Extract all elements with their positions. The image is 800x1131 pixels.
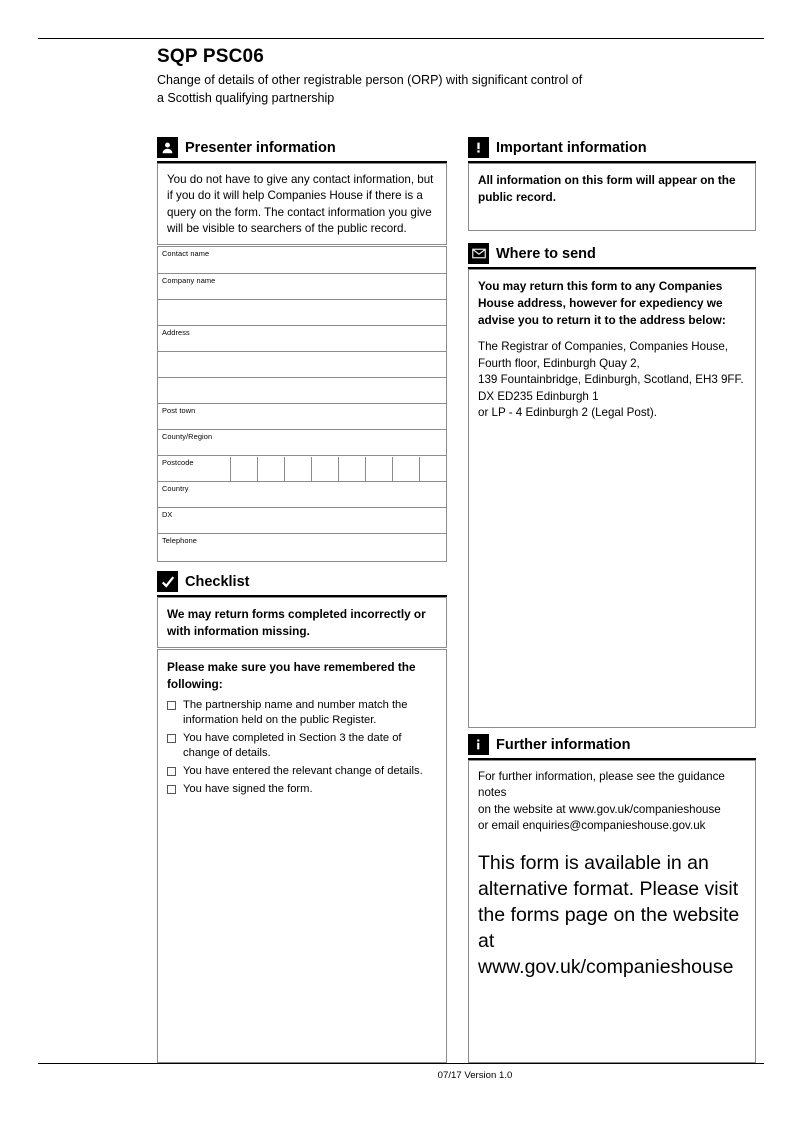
county-region-field[interactable] (158, 429, 446, 455)
postcode-cell[interactable] (230, 457, 257, 481)
telephone-label: Telephone (162, 536, 198, 545)
country-label: Country (162, 484, 189, 493)
checkbox-icon[interactable] (167, 734, 176, 743)
presenter-information-header (157, 137, 447, 164)
registrar-address (478, 339, 746, 421)
checklist-item-label: The partnership name and number match the information held on the public Register. (183, 698, 408, 726)
form-subtitle-line1: Change of details of other registrable person (ORP) with significant control of (157, 72, 583, 87)
postcode-cell[interactable] (257, 457, 284, 481)
company-name-field-line2[interactable] (158, 299, 446, 325)
person-icon (157, 137, 178, 158)
further-information-box (468, 760, 756, 1063)
important-information-text (469, 164, 755, 214)
postcode-cell[interactable] (392, 457, 419, 481)
checklist-items-box (157, 649, 447, 1063)
further-info-line2: on the website at www.gov.uk/companieshouse (478, 802, 721, 816)
important-information-box (468, 163, 756, 231)
alternative-format-notice: This form is available in an alternative format. Please visit the forms page on the website at www.gov.uk/companieshouse (478, 851, 740, 978)
checklist-item-label: You have entered the relevant change of details. (183, 764, 423, 777)
address-line: DX ED235 Edinburgh 1 (478, 389, 599, 403)
presenter-information-title: Presenter information (185, 140, 336, 157)
address-field-line3[interactable] (158, 377, 446, 403)
checklist-warning-line2: with information missing. (167, 623, 310, 638)
postcode-cell[interactable] (311, 457, 338, 481)
postcode-cell[interactable] (419, 457, 446, 481)
county-region-label: County/Region (162, 432, 213, 441)
address-line: 139 Fountainbridge, Edinburgh, Scotland, EH3 9FF. (478, 373, 744, 387)
checklist-instruction-line2: following: (167, 676, 223, 691)
form-code: SQP PSC06 (157, 46, 265, 67)
address-line: Fourth floor, Edinburgh Quay 2, (478, 356, 640, 370)
telephone-field[interactable] (158, 533, 446, 559)
post-town-label: Post town (162, 406, 196, 415)
checklist-item-label: You have signed the form. (183, 783, 313, 796)
checklist-items (167, 698, 437, 798)
list-item[interactable] (167, 698, 437, 728)
country-field[interactable] (158, 481, 446, 507)
address-field-line2[interactable] (158, 351, 446, 377)
tick-icon (157, 571, 178, 592)
envelope-icon (468, 243, 489, 264)
page-top-rule (38, 38, 764, 39)
postcode-label: Postcode (162, 458, 194, 467)
address-label: Address (162, 328, 190, 337)
checkbox-icon[interactable] (167, 785, 176, 794)
presenter-intro-text: You do not have to give any contact information, but if you do it will help Companies House if there is a query on the form. The contact information you give will be visible to searchers of the public record. (167, 173, 434, 236)
address-line: The Registrar of Companies, Companies House, (478, 340, 729, 354)
footer (0, 1070, 800, 1081)
checklist-warning-box (157, 597, 447, 648)
where-to-send-box (468, 269, 756, 728)
further-information-title: Further information (496, 737, 631, 754)
checkbox-icon[interactable] (167, 701, 176, 710)
important-information-header (468, 137, 756, 164)
postcode-cell[interactable] (338, 457, 365, 481)
dx-field[interactable] (158, 507, 446, 533)
version-text: 07/17 Version 1.0 (437, 1070, 513, 1081)
important-text-line2: public record. (478, 189, 557, 204)
contact-name-field[interactable] (158, 247, 446, 273)
presenter-fields-box (157, 246, 447, 562)
post-town-field[interactable] (158, 403, 446, 429)
further-info-line1: For further information, please see the guidance notes (478, 770, 725, 800)
postcode-cells[interactable] (230, 457, 446, 481)
postcode-cell[interactable] (284, 457, 311, 481)
list-item[interactable] (167, 782, 437, 797)
where-to-send-title: Where to send (496, 246, 596, 263)
checklist-item-label: You have completed in Section 3 the date of change of details. (183, 731, 402, 759)
further-information-body (469, 761, 755, 988)
important-text-line1: All information on this form will appear on the (478, 173, 736, 187)
page-bottom-rule (38, 1063, 764, 1064)
contact-name-label: Contact name (162, 249, 210, 258)
checkbox-icon[interactable] (167, 767, 176, 776)
address-field-line1[interactable] (158, 325, 446, 351)
checklist-body (158, 650, 446, 808)
postcode-cell[interactable] (365, 457, 392, 481)
further-information-header (468, 734, 756, 761)
postcode-field[interactable] (158, 455, 446, 481)
info-icon (468, 734, 489, 755)
list-item[interactable] (167, 764, 437, 779)
address-line: or LP - 4 Edinburgh 2 (Legal Post). (478, 406, 657, 420)
company-name-field[interactable] (158, 273, 446, 299)
further-info-line3: or email enquiries@companieshouse.gov.uk (478, 819, 706, 833)
checklist-header (157, 571, 447, 598)
list-item[interactable] (167, 731, 437, 761)
page-title (157, 46, 677, 107)
presenter-intro-box (157, 163, 447, 245)
dx-label: DX (162, 510, 173, 519)
form-subtitle-line2: a Scottish qualifying partnership (157, 90, 335, 105)
where-to-send-body (469, 270, 755, 430)
company-name-label: Company name (162, 276, 216, 285)
exclamation-icon (468, 137, 489, 158)
where-to-send-header (468, 243, 756, 270)
checklist-warning (158, 598, 446, 648)
checklist-title: Checklist (185, 574, 250, 591)
checklist-instruction-line1: Please make sure you have remembered the (167, 660, 416, 674)
checklist-warning-line1: We may return forms completed incorrectly or (167, 607, 426, 621)
important-information-title: Important information (496, 140, 647, 157)
where-to-send-intro: You may return this form to any Companies House address, however for expediency we advise you to return it to the address below: (478, 279, 726, 327)
